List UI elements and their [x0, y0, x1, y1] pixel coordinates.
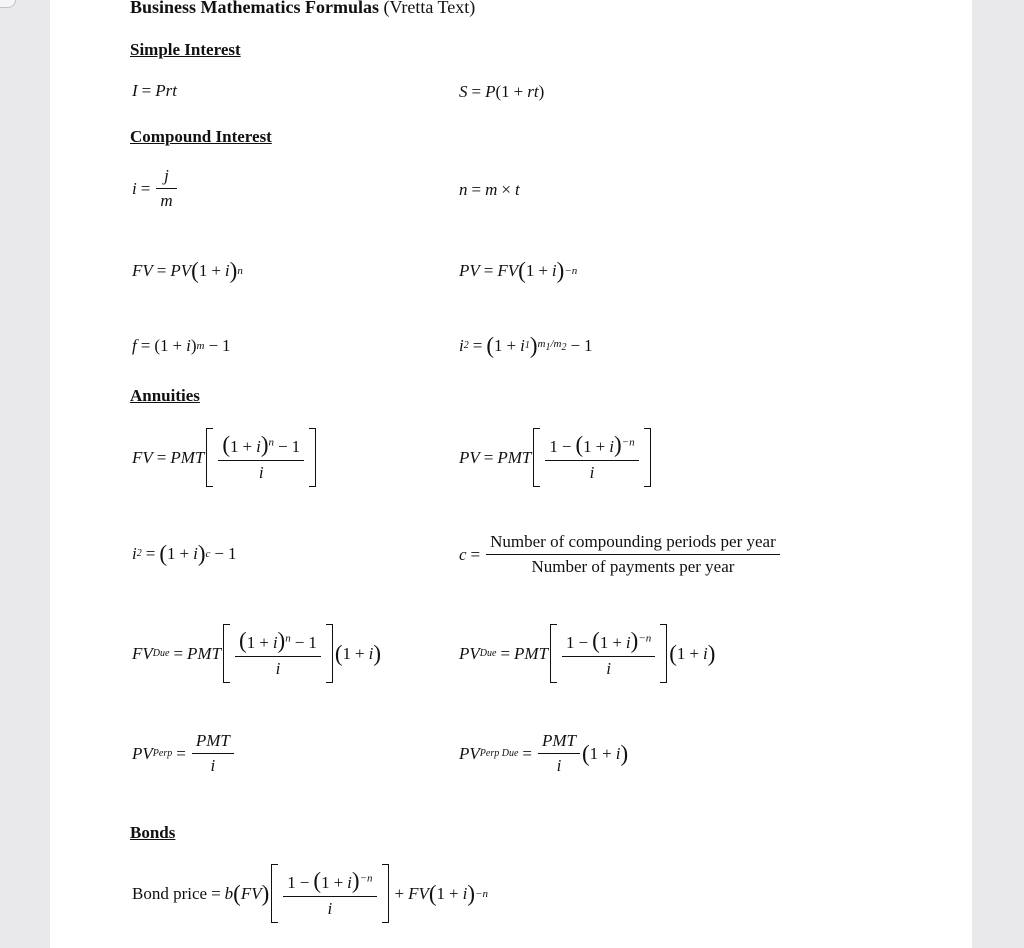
formula-periodic-rate: i = $\frac{j}{m}$	[132, 166, 179, 211]
formula-annuity-present-value: PV = PMT $\frac{1 - (1 + i)^{-n}}{i}$	[459, 432, 653, 483]
formula-bond-price: Bond price = b ( FV ) $\frac{1 - (1 + i)^{-n}}{i}$ + FV ( 1 + i ) −n	[132, 868, 488, 918]
formula-simple-interest: I = Prt	[132, 81, 177, 100]
formula-effective-rate: f = (1 + i ) m − 1	[132, 336, 231, 355]
corner-mark	[0, 0, 16, 8]
c-numerator: Number of compounding periods per year	[490, 532, 776, 551]
formula-annuity-due-present-value: PV Due = PMT $\frac{1 - (1 + i)^{-n}}{i}$ ( 1 + i )	[459, 628, 716, 678]
formula-present-value: PV = FV ( 1 + i ) −n	[459, 258, 578, 283]
formula-future-value: FV = PV ( 1 + i ) n	[132, 258, 243, 283]
section-heading-annuities: Annuities	[130, 386, 200, 405]
section-heading-bonds: Bonds	[130, 823, 176, 842]
document-page	[50, 0, 972, 948]
formula-annuity-future-value: FV = PMT $\frac{(1 + i)^n - 1}{i}$	[132, 432, 318, 483]
document-title	[130, 0, 475, 18]
bond-price-label: Bond price	[132, 883, 208, 903]
formula-equivalent-payment-rate: i 2 = ( 1 + i ) c − 1	[132, 541, 237, 566]
formula-perpetuity-present-value: PV Perp = $\frac{\text{PMT}}{i}$	[132, 731, 236, 776]
formula-perpetuity-due-present-value: PV Perp Due = $\frac{\text{PMT}}{i}$ ( 1 + i )	[459, 731, 629, 775]
c-denominator: Number of payments per year	[486, 554, 780, 577]
title-bold: Business Mathematics Formulas	[130, 0, 379, 17]
formula-simple-amount: S = P (1 + rt )	[459, 82, 545, 101]
section-heading-compound-interest: Compound Interest	[130, 127, 272, 146]
title-subtitle: (Vretta Text)	[379, 0, 476, 17]
formula-annuity-due-future-value: FV Due = PMT $\frac{(1 + i)^n - 1}{i}$ ( 1 + i )	[132, 628, 381, 678]
formula-equivalent-rate: i 2 = ( 1 + i 1 ) $m_1/m_2$ − 1	[459, 333, 593, 358]
formula-number-of-periods: n = m × t	[459, 180, 520, 199]
formula-c-ratio: c = $\frac{\text{Number of compounding periods per year}}{\text{Number of payments per year}}$	[459, 532, 782, 577]
section-heading-simple-interest: Simple Interest	[130, 40, 241, 59]
